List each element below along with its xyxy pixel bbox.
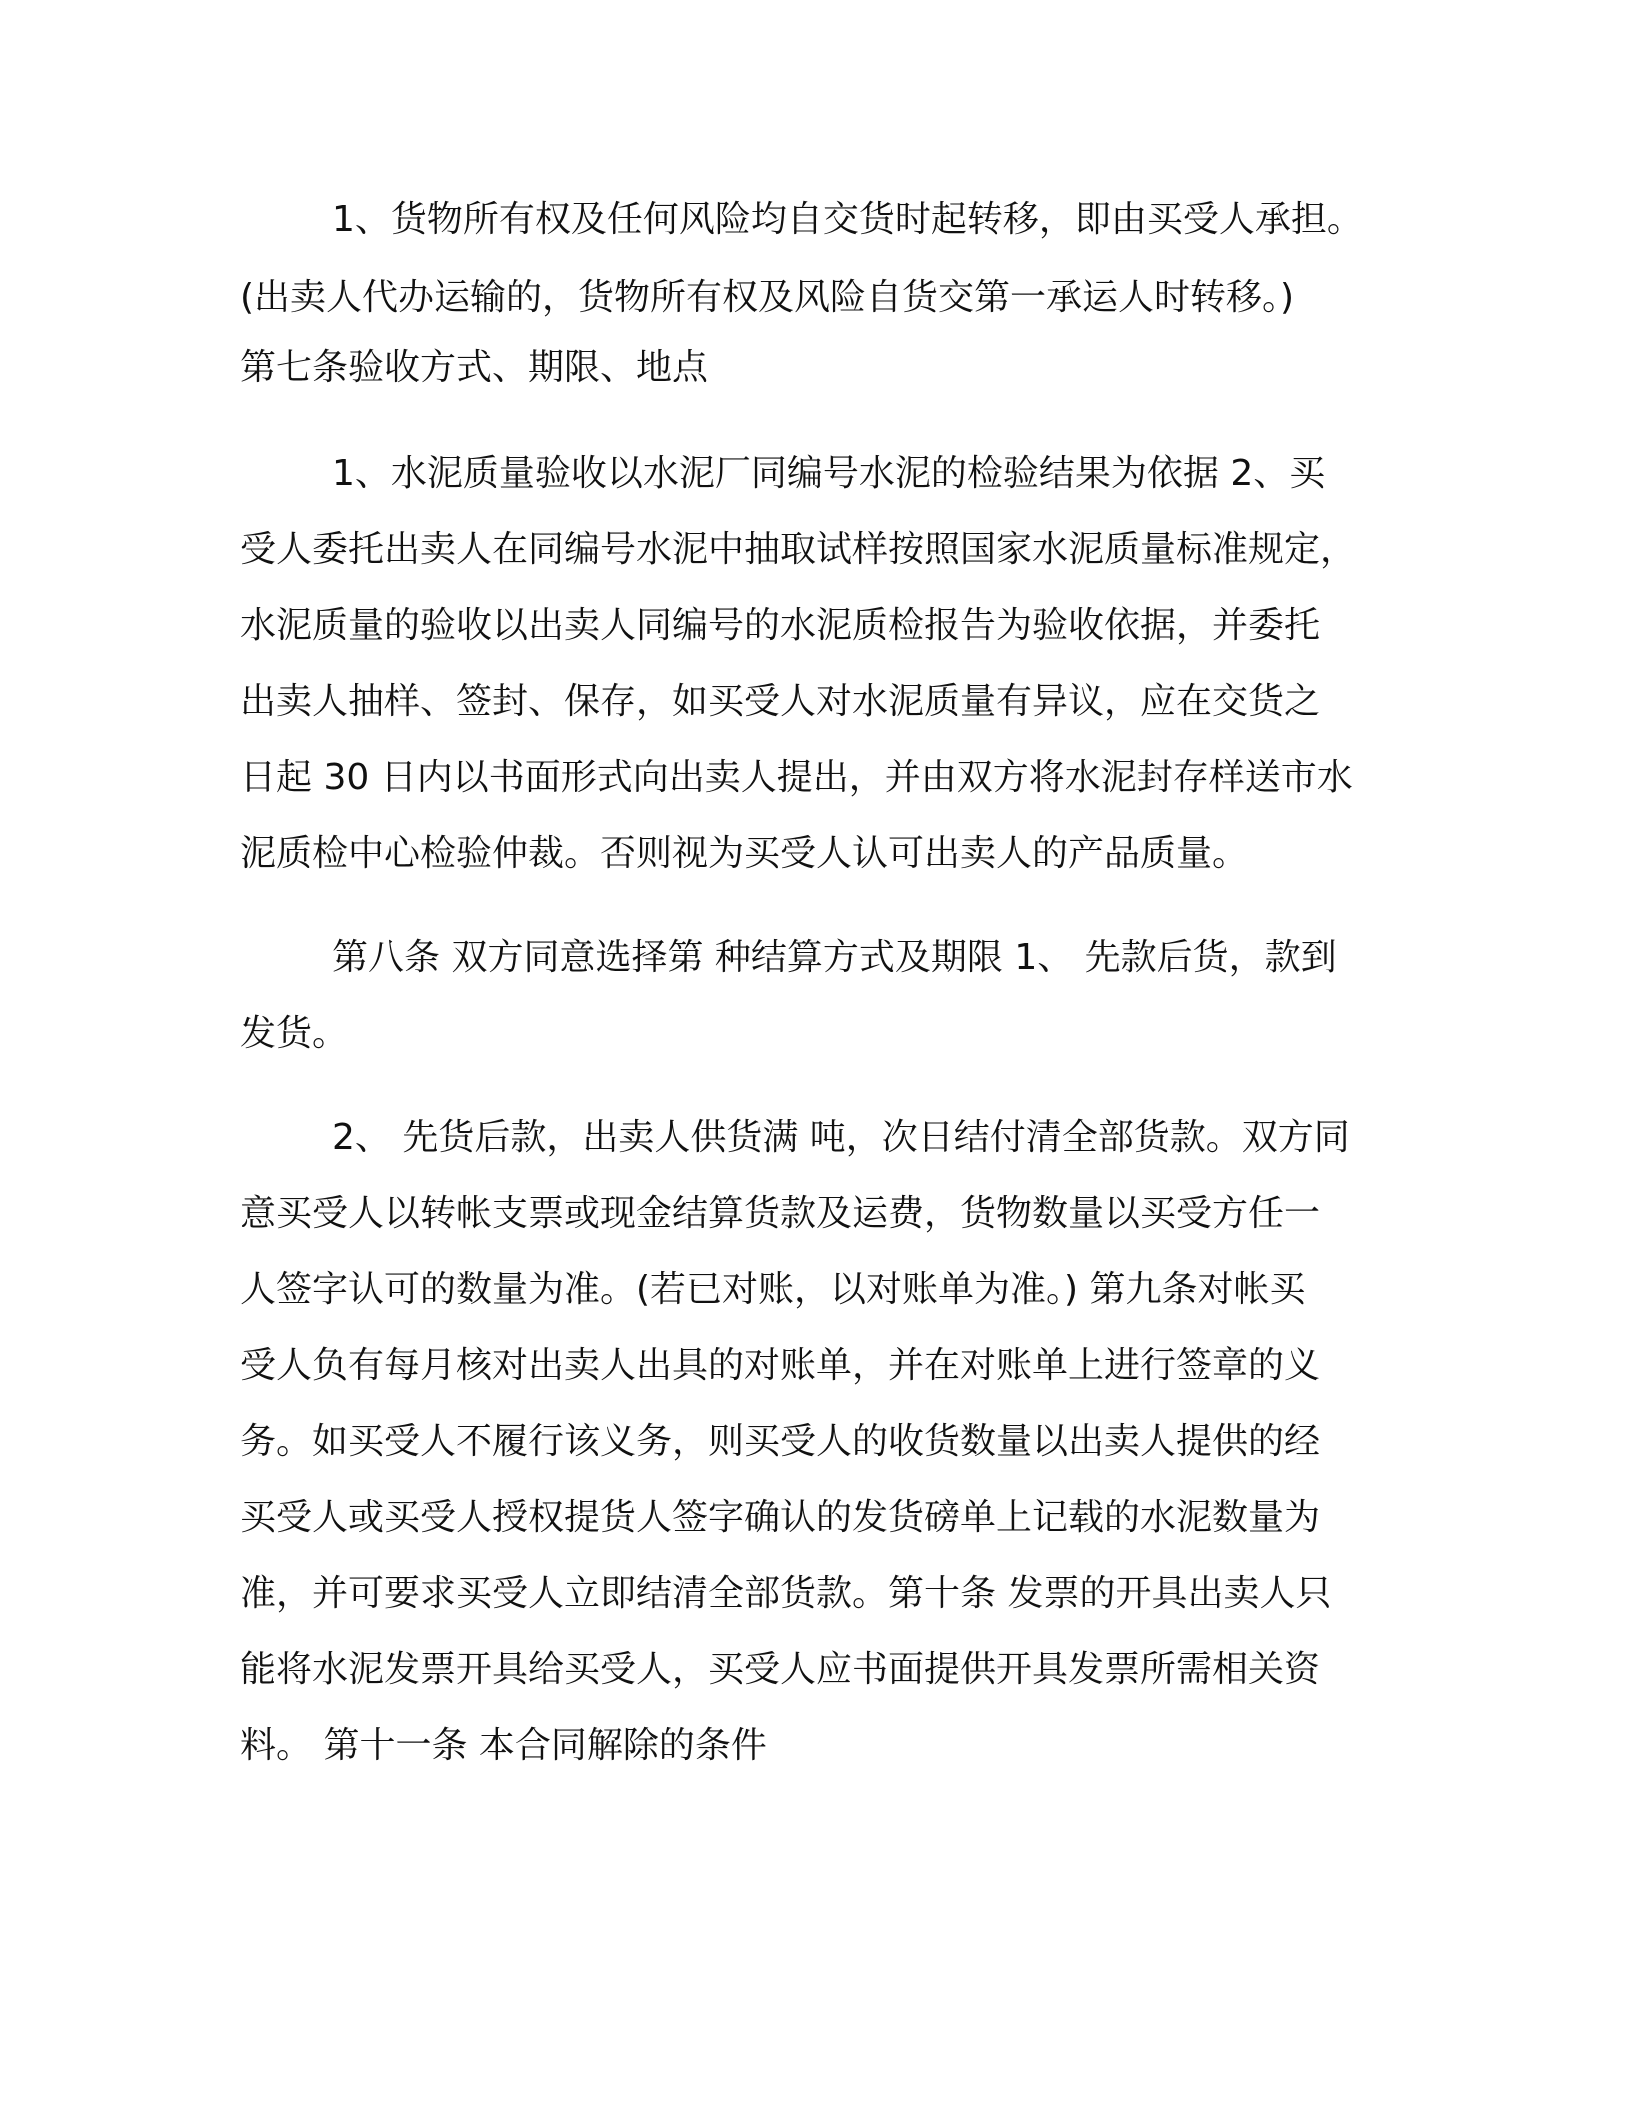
text-line: 料。 第十一条 本合同解除的条件 xyxy=(240,1725,767,1766)
text-line: 2、 先货后款，出卖人供货满 吨，次日结付清全部货款。双方同 xyxy=(332,1117,1350,1158)
text-line: 能将水泥发票开具给买受人，买受人应书面提供开具发票所需相关资 xyxy=(240,1649,1321,1690)
text-line: 意买受人以转帐支票或现金结算货款及运费，货物数量以买受方任一 xyxy=(240,1193,1321,1234)
text-line: 发货。 xyxy=(240,1013,349,1054)
text-line: 出卖人抽样、签封、保存，如买受人对水泥质量有异议，应在交货之 xyxy=(240,681,1321,722)
text-line: 第八条 双方同意选择第 种结算方式及期限 1、 先款后货，款到 xyxy=(332,937,1337,978)
text-line: 水泥质量的验收以出卖人同编号的水泥质检报告为验收依据，并委托 xyxy=(240,605,1321,646)
text-line: 日起 30 日内以书面形式向出卖人提出，并由双方将水泥封存样送市水 xyxy=(240,757,1353,798)
text-line: 受人委托出卖人在同编号水泥中抽取试样按照国家水泥质量标准规定， xyxy=(240,529,1357,570)
text-line: 务。如买受人不履行该义务，则买受人的收货数量以出卖人提供的经 xyxy=(240,1421,1321,1462)
section-heading: 第七条验收方式、期限、地点 xyxy=(240,347,709,388)
text-line: 1、货物所有权及任何风险均自交货时起转移，即由买受人承担。 xyxy=(332,199,1363,240)
text-line: 泥质检中心检验仲裁。否则视为买受人认可出卖人的产品质量。 xyxy=(240,833,1249,874)
text-line: 买受人或买受人授权提货人签字确认的发货磅单上记载的水泥数量为 xyxy=(240,1497,1321,1538)
text-line: 1、水泥质量验收以水泥厂同编号水泥的检验结果为依据 2、买 xyxy=(332,453,1326,494)
text-line: 受人负有每月核对出卖人出具的对账单，并在对账单上进行签章的义 xyxy=(240,1345,1321,1386)
text-line: 人签字认可的数量为准。(若已对账，以对账单为准。) 第九条对帐买 xyxy=(240,1269,1306,1310)
text-line: 准，并可要求买受人立即结清全部货款。第十条 发票的开具出卖人只 xyxy=(240,1573,1332,1614)
text-line: (出卖人代办运输的，货物所有权及风险自货交第一承运人时转移。) xyxy=(240,277,1295,318)
